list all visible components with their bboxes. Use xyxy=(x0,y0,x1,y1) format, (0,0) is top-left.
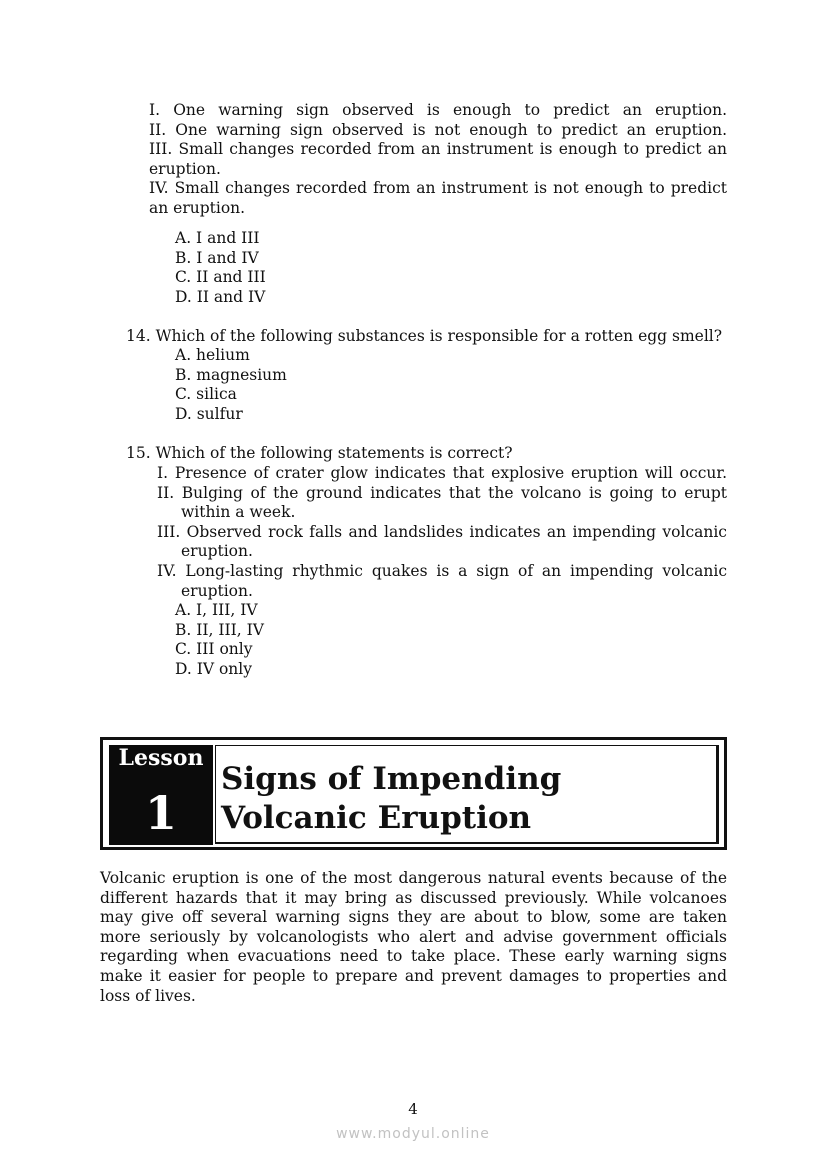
q14-options xyxy=(175,346,287,424)
q15-option-a: A. I, III, IV xyxy=(175,601,258,619)
q15-statement-2: II. Bulging of the ground indicates that the volcano is going to erupt xyxy=(157,483,727,502)
q14-option-c: C. silica xyxy=(175,385,237,404)
q13-options xyxy=(175,229,266,307)
q13-statement-4: IV. Small changes recorded from an instrument is not enough to predict xyxy=(149,179,727,198)
q13-option-c: C. II and III xyxy=(175,268,266,287)
q13-statement-3: III. Small changes recorded from an instrument is enough to predict an xyxy=(149,140,727,159)
intro-line: different hazards that it may bring as discussed previously. While volcanoes xyxy=(100,888,727,907)
q13-option-b: B. I and IV xyxy=(175,248,259,267)
q15-option-d: D. IV only xyxy=(175,659,253,678)
lesson-title-line-1: Signs of Impending xyxy=(221,761,562,797)
lesson-badge xyxy=(109,745,213,845)
lesson-header xyxy=(100,737,727,850)
watermark: www.modyul.online xyxy=(336,1126,490,1142)
intro-line: more seriously by volcanologists who alert and advise government officials xyxy=(100,927,727,946)
lesson-label: Lesson xyxy=(118,745,204,771)
page-number: 4 xyxy=(408,1100,418,1118)
q15-options xyxy=(175,601,264,679)
q13-statement-4-cont: an eruption. xyxy=(149,198,246,217)
q15-statement-3: III. Observed rock falls and landslides indicates an impending volcanic xyxy=(157,522,727,541)
q15-statement-2-cont: within a week. xyxy=(181,503,296,522)
intro-line: regarding when evacuations need to take place. These early warning signs xyxy=(100,947,727,966)
q15-stem: 15. Which of the following statements is correct? xyxy=(126,444,513,462)
lesson-number: 1 xyxy=(144,786,177,840)
q15-statement-4: IV. Long-lasting rhythmic quakes is a sign of an impending volcanic xyxy=(157,561,727,580)
intro-line: Volcanic eruption is one of the most dangerous natural events because of the xyxy=(100,869,727,887)
q13-statement-3-cont: eruption. xyxy=(149,159,221,178)
q15-statement-4-cont: eruption. xyxy=(181,581,253,600)
intro-line: make it easier for people to prepare and prevent damages to properties and xyxy=(100,966,727,985)
q15-option-b: B. II, III, IV xyxy=(175,620,264,639)
q13-option-d: D. II and IV xyxy=(175,287,266,306)
q13-statement-1: I. One warning sign observed is enough to predict an eruption. xyxy=(149,101,727,119)
q14-option-d: D. sulfur xyxy=(175,404,243,423)
intro-paragraph xyxy=(100,869,727,1006)
q15-statements xyxy=(157,464,727,601)
q14-option-a: A. helium xyxy=(175,346,250,364)
q13-statement-2: II. One warning sign observed is not enough to predict an eruption. xyxy=(149,120,727,139)
q13-option-a: A. I and III xyxy=(175,229,260,247)
q14-option-b: B. magnesium xyxy=(175,365,287,384)
q15-statement-1: I. Presence of crater glow indicates that explosive eruption will occur. xyxy=(157,464,727,482)
intro-line: may give off several warning signs they are about to blow, some are taken xyxy=(100,908,727,927)
q15-option-c: C. III only xyxy=(175,640,253,659)
q13-statements xyxy=(149,101,727,219)
q14-stem: 14. Which of the following substances is responsible for a rotten egg smell? xyxy=(126,327,723,345)
intro-line: loss of lives. xyxy=(100,986,196,1005)
lesson-title-line-2: Volcanic Eruption xyxy=(221,800,532,836)
lesson-title-frame xyxy=(215,745,719,844)
lesson-title xyxy=(221,760,561,838)
q15-statement-3-cont: eruption. xyxy=(181,542,253,561)
